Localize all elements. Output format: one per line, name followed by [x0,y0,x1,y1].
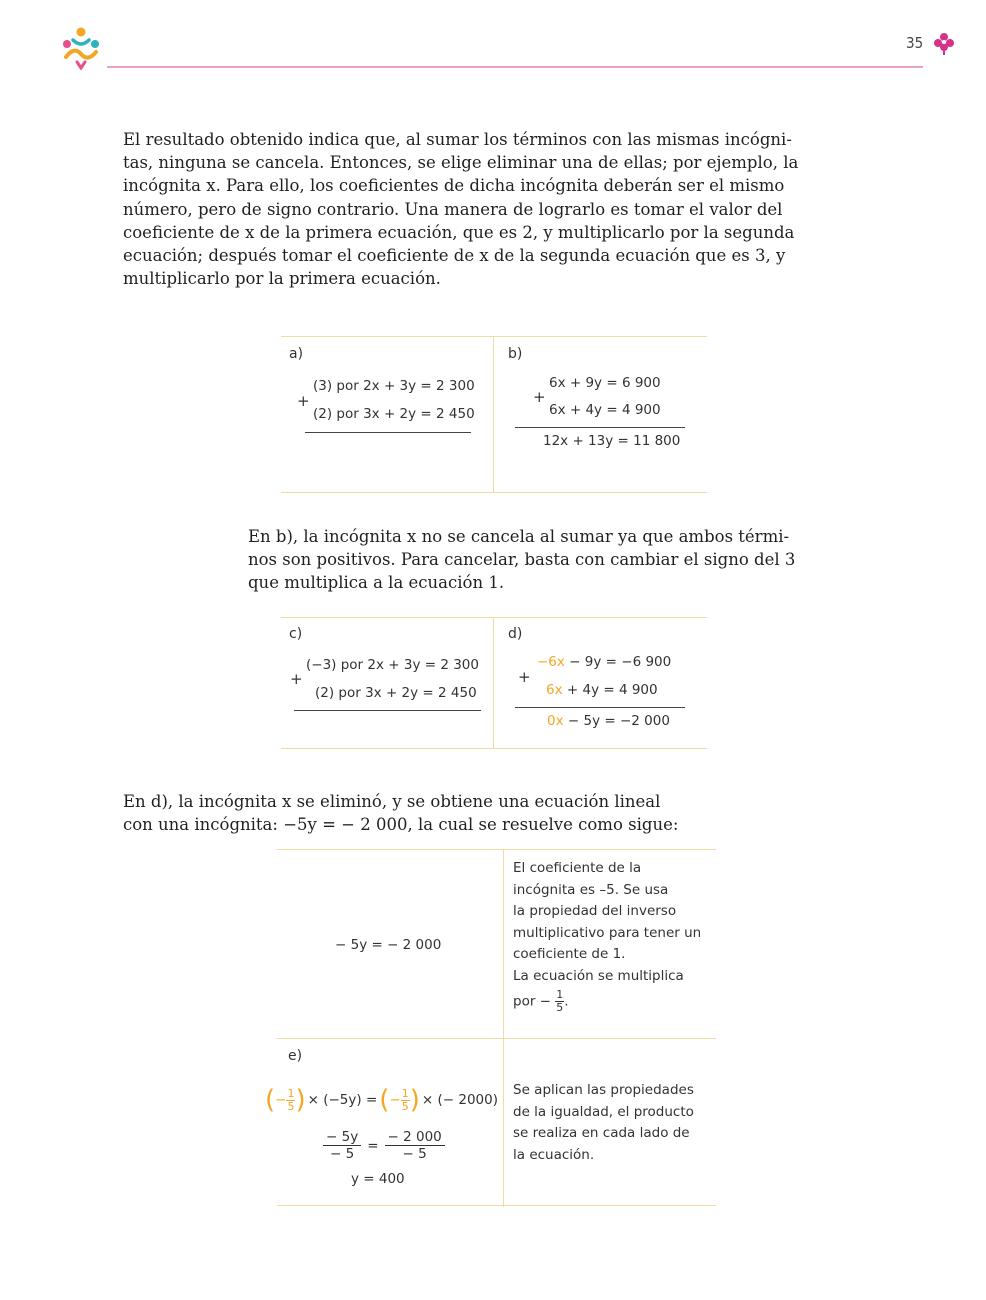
fraction-denominator: 5 [556,1001,564,1014]
fraction-numerator: 1 [401,1086,409,1100]
table-rule [281,617,707,618]
fraction-numerator: 1 [287,1086,295,1100]
label-d: d) [508,626,523,642]
intro-line: número, pero de signo contrario. Una manera de lograrlo es tomar el valor del [123,199,783,219]
highlight-term: 6x [546,682,563,698]
fraction-denominator: − 5 [329,1146,355,1162]
equation-a2: (2) por 3x + 2y = 2 450 [313,406,475,422]
minus-sign: − [389,1092,401,1108]
sum-underline [305,432,471,433]
equation-a1: (3) por 2x + 3y = 2 300 [313,378,475,394]
equation-rest: − 9y = −6 900 [564,654,672,670]
equation-c2: (2) por 3x + 2y = 2 450 [315,685,477,701]
close-paren: ) [409,1085,420,1115]
fraction-numerator: − 5y [323,1129,361,1146]
plus-sign: + [297,392,310,410]
equation-start: − 5y = − 2 000 [335,937,442,953]
equals-sign: = [367,1137,379,1154]
sum-underline [515,427,685,428]
fraction-denominator: 5 [287,1099,295,1113]
label-b: b) [508,346,523,362]
middle-paragraph [248,525,796,595]
equation-b2: 6x + 4y = 4 900 [549,402,661,418]
label-a: a) [289,346,304,362]
fraction-numerator: 1 [556,988,564,1001]
rhs-fraction [385,1129,445,1162]
note-line: La ecuación se multiplica [513,967,684,984]
note-line: multiplicativo para tener un [513,924,702,941]
open-paren: ( [265,1085,276,1115]
intro-line: El resultado obtenido indica que, al sumar los términos con las mismas incógni- [123,130,792,149]
note-por: por − [513,993,551,1010]
close-paren: ) [295,1085,306,1115]
logo-icon [58,24,104,70]
note-line: la propiedad del inverso [513,903,677,919]
sum-underline [294,710,481,711]
note-line: la ecuación. [513,1146,595,1163]
equation-c1: (−3) por 2x + 3y = 2 300 [306,657,479,673]
equation-rest: + 4y = 4 900 [562,682,658,698]
intro-line: incógnita x. Para ello, los coeficientes de dicha incógnita deberán ser el mismo [123,176,785,196]
header-rule [107,66,923,68]
equation-divide [323,1129,445,1162]
intro-line: multiplicarlo por la primera ecuación. [123,269,441,289]
lower-line: En d), la incógnita x se eliminó, y se obtiene una ecuación lineal [123,792,661,811]
lower-line: con una incógnita: −5y = − 2 000, la cual se resuelve como sigue: [123,815,679,835]
sum-underline [515,707,685,708]
table-solution [265,849,716,1207]
equation-d2 [546,682,658,698]
table-rule [281,336,707,337]
times-right: × (− 2000) [421,1092,498,1108]
page-number: 35 [906,34,924,52]
table-rule [281,492,707,493]
table-divider [493,617,494,749]
note-line: de la igualdad, el producto [513,1103,694,1120]
times-left: × (−5y) = [307,1092,378,1108]
note-equality [513,1080,713,1166]
intro-line: coeficiente de x de la primera ecuación, que es 2, y multiplicarlo por la segunda [123,222,795,242]
equation-rest: − 5y = −2 000 [563,713,670,729]
equation-result: y = 400 [351,1171,405,1187]
lhs-fraction [323,1129,361,1162]
note-line: incógnita es –5. Se usa [513,881,669,898]
minus-sign: − [275,1092,287,1108]
highlight-term: 0x [547,713,564,729]
note-line: Se aplican las propiedades [513,1082,694,1098]
fraction-denominator: − 5 [402,1146,427,1162]
fraction-numerator: − 2 000 [385,1129,445,1146]
note-line: coeficiente de 1. [513,946,626,962]
equation-d1 [537,654,671,670]
note-inverse [513,858,713,1014]
equation-b-result: 12x + 13y = 11 800 [543,433,681,449]
fraction-one-fifth [286,1088,295,1113]
plus-sign: + [533,388,546,406]
label-c: c) [289,626,303,642]
note-line: se realiza en cada lado de [513,1125,690,1141]
table-divider [493,336,494,493]
label-e: e) [288,1048,303,1064]
fraction-one-fifth [555,989,564,1014]
fraction-denominator: 5 [401,1099,409,1113]
intro-line: tas, ninguna se cancela. Entonces, se elige eliminar una de ellas; por ejemplo, la [123,153,799,173]
middle-line: nos son positivos. Para cancelar, basta con cambiar el signo del 3 [248,550,796,570]
table-divider [503,849,504,1207]
flower-icon [933,32,955,56]
plus-sign: + [518,668,531,686]
table-rule [277,849,716,850]
note-line: El coeficiente de la [513,860,642,876]
table-rule [277,1038,716,1039]
middle-line: que multiplica a la ecuación 1. [248,573,505,593]
table-cd [281,617,707,749]
fraction-one-fifth [401,1088,410,1113]
plus-sign: + [290,670,303,688]
intro-line: ecuación; después tomar el coeficiente de x de la segunda ecuación que es 3, y [123,246,786,266]
equation-d-result [547,713,670,729]
equation-multiply [265,1087,498,1113]
equation-b1: 6x + 9y = 6 900 [549,375,661,391]
table-ab [281,336,707,493]
note-line-fraction: por − $\frac{1}{5}$ . [513,988,569,1014]
middle-line: En b), la incógnita x no se cancela al sumar ya que ambos térmi- [248,527,790,546]
intro-paragraph [123,128,799,290]
highlight-term: −6x [537,654,565,670]
table-rule [281,748,707,749]
table-rule [277,1205,716,1206]
open-paren: ( [379,1085,390,1115]
lower-paragraph [123,790,679,836]
